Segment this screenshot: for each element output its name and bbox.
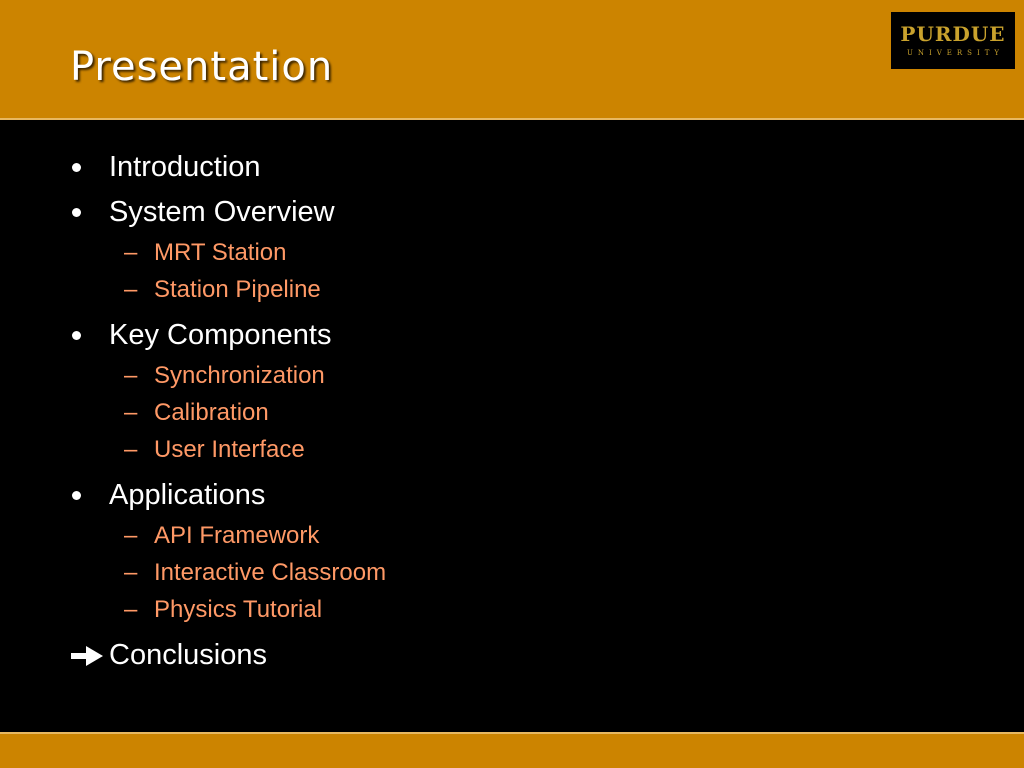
bullet-icon [72,208,81,217]
outline-item-system-overview [68,193,386,231]
outline-subitem-synchronization [68,361,386,391]
dash-bullet: – [124,239,138,266]
right-arrow-icon [70,645,104,667]
outline-subitem-physics-tutorial [68,595,386,625]
outline-subitem-label: Physics Tutorial [154,596,323,623]
outline-subitem-label: API Framework [154,522,320,549]
bullet-icon [72,491,81,500]
outline-subitem-interactive-classroom [68,558,386,588]
outline-subitem-api-framework [68,521,386,551]
outline-subitem-label: Synchronization [154,362,325,389]
outline-subitem-label: MRT Station [154,239,287,266]
outline-list [68,148,386,681]
outline-item-key-components [68,316,386,354]
outline-item-label: System Overview [109,196,335,228]
dash-bullet: – [124,596,138,623]
outline-subitem-calibration [68,398,386,428]
outline-subitem-mrt-station [68,238,386,268]
slide-content [0,120,1024,732]
outline-item-introduction [68,148,386,186]
bullet-icon [72,331,81,340]
bullet-icon [72,163,81,172]
outline-item-label: Key Components [109,319,332,351]
footer-band [0,732,1024,768]
outline-subitem-label: Calibration [154,399,269,426]
header-band [0,0,1024,120]
outline-subitem-label: User Interface [154,436,305,463]
outline-item-applications [68,476,386,514]
purdue-logo [891,12,1015,69]
dash-bullet: – [124,362,138,389]
outline-item-label: Introduction [109,151,261,183]
logo-wordmark: PURDUE [900,22,1006,46]
dash-bullet: – [124,559,138,586]
slide-title: Presentation [70,44,334,90]
outline-item-label: Conclusions [109,639,267,671]
dash-bullet: – [124,276,138,303]
logo-subtitle: UNIVERSITY [906,49,1005,57]
outline-subitem-label: Station Pipeline [154,276,321,303]
outline-subitem-station-pipeline [68,275,386,305]
outline-subitem-user-interface [68,435,386,465]
dash-bullet: – [124,436,138,463]
dash-bullet: – [124,399,138,426]
outline-item-label: Applications [109,479,266,511]
outline-item-conclusions [68,636,386,674]
outline-subitem-label: Interactive Classroom [154,559,387,586]
dash-bullet: – [124,522,138,549]
